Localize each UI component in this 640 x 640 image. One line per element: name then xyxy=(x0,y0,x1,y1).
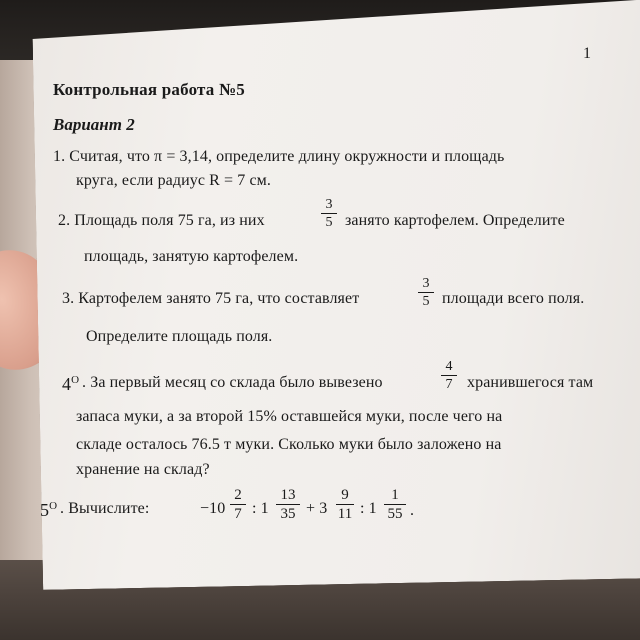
task-1-line-1: 1. Считая, что π = 3,14, определите длину окружности и площадь xyxy=(53,148,505,165)
task-5-number xyxy=(40,500,57,521)
variant-label: Вариант 2 xyxy=(53,115,135,134)
fraction-denominator: 11 xyxy=(337,506,353,522)
task-4-line-4: хранение на склад? xyxy=(76,461,210,478)
task-3-line-1-b: площади всего поля. xyxy=(442,290,585,307)
task-2-line-2: площадь, занятую картофелем. xyxy=(84,248,299,265)
task-4-line-3: складе осталось 76.5 т муки. Сколько муки было заложено на xyxy=(76,436,502,453)
fraction-denominator: 55 xyxy=(387,506,403,522)
task-3-fraction xyxy=(418,276,434,309)
task-4-number-digit: 4 xyxy=(62,374,72,394)
fraction-numerator: 3 xyxy=(321,197,337,214)
page-number: 1 xyxy=(583,45,591,62)
term-1-fraction xyxy=(230,487,246,522)
task-2-fraction xyxy=(321,197,337,230)
task-3-line-1-a: 3. Картофелем занято 75 га, что составляет xyxy=(62,290,360,307)
task-4-number xyxy=(62,374,79,395)
fraction-denominator: 35 xyxy=(280,506,296,522)
fraction-denominator: 5 xyxy=(325,215,333,230)
term-1-whole: −10 xyxy=(200,500,226,517)
task-2-line-1-b: занято картофелем. Определите xyxy=(345,212,565,229)
fraction-numerator: 2 xyxy=(230,487,246,505)
term-3-fraction xyxy=(336,487,354,522)
fraction-numerator: 13 xyxy=(276,487,300,505)
fraction-numerator: 3 xyxy=(418,276,434,293)
task-1-line-2: круга, если радиус R = 7 см. xyxy=(76,172,272,189)
fraction-numerator: 9 xyxy=(336,487,354,505)
operator-plus: + 3 xyxy=(306,500,328,517)
task-5-number-digit: 5 xyxy=(40,500,50,520)
fraction-numerator: 1 xyxy=(384,487,406,505)
task-4-line-1-a: . За первый месяц со склада было вывезено xyxy=(82,374,383,391)
fraction-numerator: 4 xyxy=(441,359,457,376)
fraction-denominator: 7 xyxy=(445,377,453,392)
term-4-fraction xyxy=(384,487,406,522)
fraction-denominator: 7 xyxy=(234,506,242,522)
task-4-line-1-b: хранившегося там xyxy=(467,374,594,391)
term-2-fraction xyxy=(276,487,300,522)
task-3-line-2: Определите площадь поля. xyxy=(86,328,273,345)
operator-divide-2: : 1 xyxy=(360,500,377,517)
task-2-line-1-a: 2. Площадь поля 75 га, из них xyxy=(58,212,265,229)
task-4-degree-mark: О xyxy=(71,374,80,386)
task-4-fraction xyxy=(441,359,457,392)
fraction-denominator: 5 xyxy=(422,294,430,309)
task-4-line-2: запаса муки, а за второй 15% оставшейся муки, после чего на xyxy=(76,408,503,425)
task-5-label: . Вычислите: xyxy=(60,500,150,517)
operator-divide-1: : 1 xyxy=(252,500,269,517)
page-title: Контрольная работа №5 xyxy=(53,80,245,99)
expression-end: . xyxy=(410,502,415,519)
task-5-degree-mark: О xyxy=(49,500,58,512)
